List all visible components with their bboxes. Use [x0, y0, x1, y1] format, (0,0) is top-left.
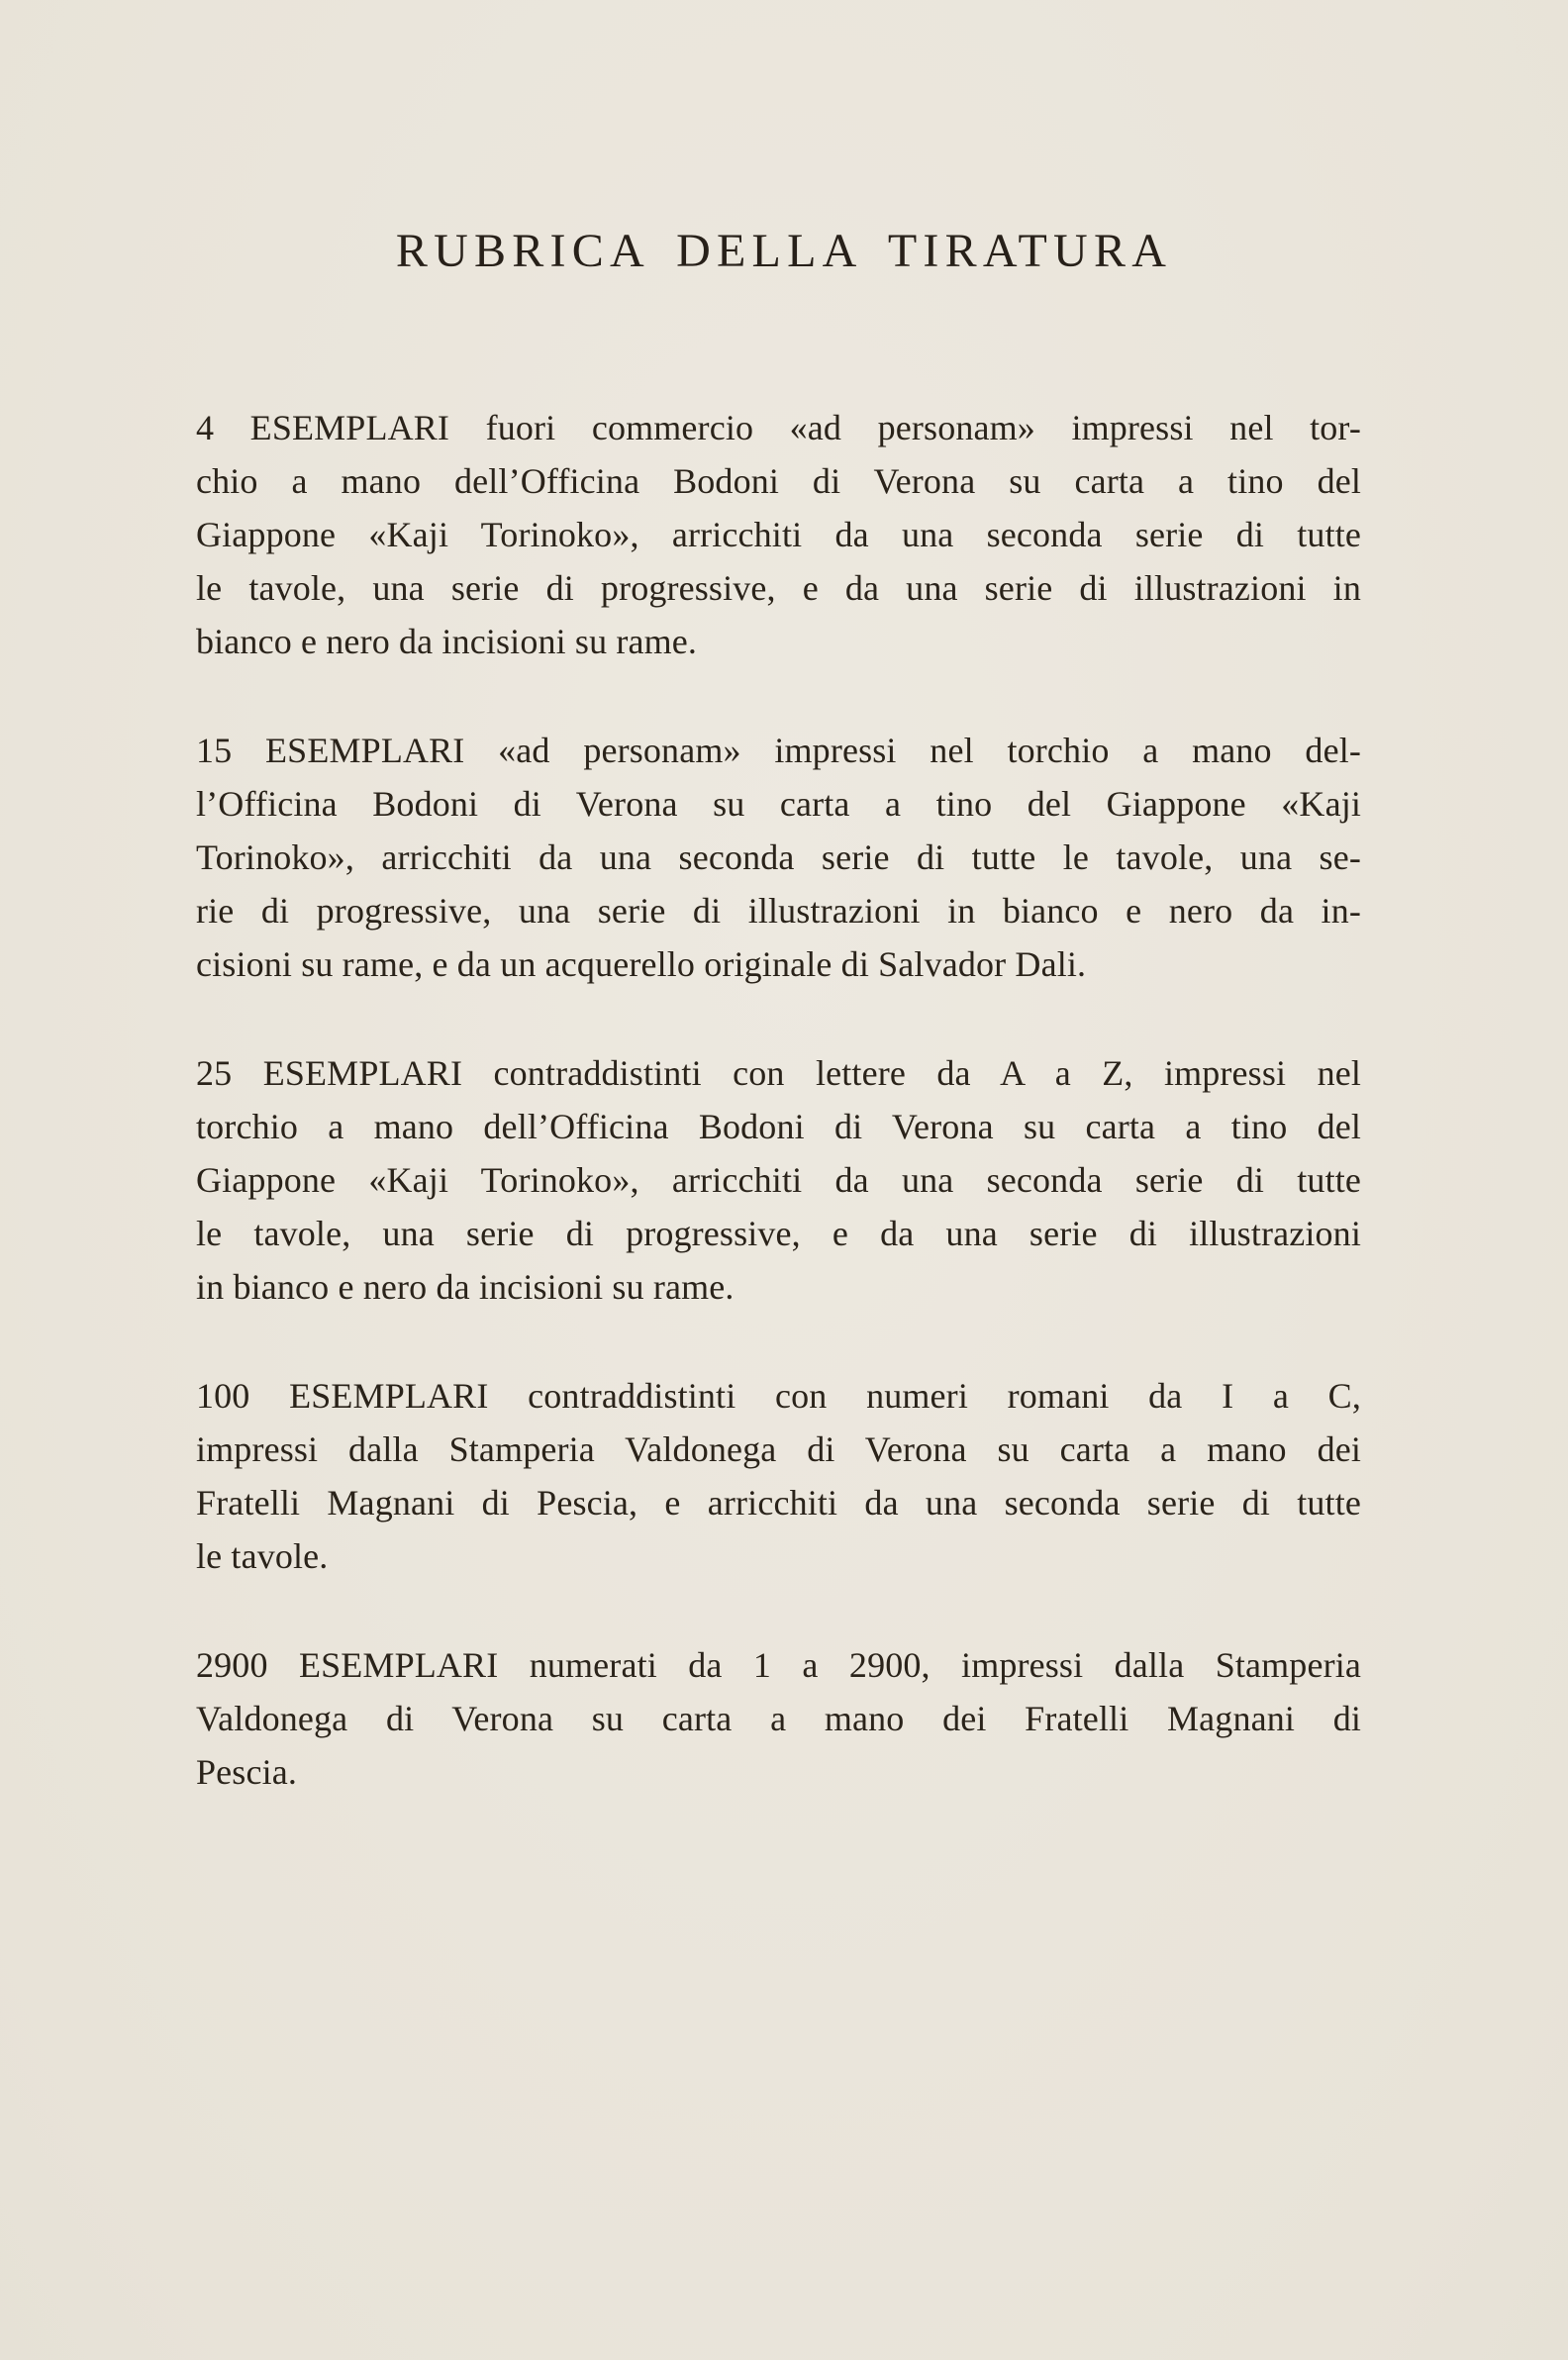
text-line: 2900 ESEMPLARI numerati da 1 a 2900, impressi dalla Stamperia — [196, 1645, 1361, 1685]
edition-paragraph — [196, 1369, 1361, 1583]
text-line: Torinoko», arricchiti da una seconda serie di tutte le tavole, una se- — [196, 837, 1361, 877]
text-line: Valdonega di Verona su carta a mano dei Fratelli Magnani di — [196, 1699, 1361, 1738]
text-line: le tavole, una serie di progressive, e da una serie di illustrazioni in — [196, 568, 1361, 608]
text-line: 4 ESEMPLARI fuori commercio «ad personam» impressi nel tor- — [196, 408, 1361, 447]
text-line: Fratelli Magnani di Pescia, e arricchiti da una seconda serie di tutte — [196, 1483, 1361, 1523]
text-line: 100 ESEMPLARI contraddistinti con numeri romani da I a C, — [196, 1376, 1361, 1416]
text-line: Giappone «Kaji Torinoko», arricchiti da una seconda serie di tutte — [196, 1160, 1361, 1200]
text-line: Pescia. — [196, 1752, 298, 1792]
text-line: 25 ESEMPLARI contraddistinti con lettere da A a Z, impressi nel — [196, 1053, 1361, 1093]
text-line: cisioni su rame, e da un acquerello originale di Salvador Dali. — [196, 944, 1087, 984]
text-line: 15 ESEMPLARI «ad personam» impressi nel torchio a mano del- — [196, 731, 1361, 770]
text-line: impressi dalla Stamperia Valdonega di Verona su carta a mano dei — [196, 1429, 1361, 1469]
page-title: RUBRICA DELLA TIRATURA — [395, 225, 1173, 277]
text-line: le tavole. — [196, 1536, 329, 1576]
edition-paragraph — [196, 1638, 1361, 1799]
text-line: bianco e nero da incisioni su rame. — [196, 622, 698, 661]
text-line: in bianco e nero da incisioni su rame. — [196, 1267, 735, 1307]
edition-paragraph — [196, 1046, 1361, 1314]
text-line: Giappone «Kaji Torinoko», arricchiti da una seconda serie di tutte — [196, 515, 1361, 554]
text-line: torchio a mano dell’Officina Bodoni di Verona su carta a tino del — [196, 1107, 1361, 1146]
text-line: chio a mano dell’Officina Bodoni di Verona su carta a tino del — [196, 461, 1361, 501]
text-line: le tavole, una serie di progressive, e da una serie di illustrazioni — [196, 1214, 1361, 1253]
text-line: l’Officina Bodoni di Verona su carta a tino del Giappone «Kaji — [196, 784, 1361, 824]
edition-paragraph — [196, 401, 1361, 668]
colophon-text-block — [196, 401, 1361, 1854]
edition-paragraph — [196, 724, 1361, 991]
text-line: rie di progressive, una serie di illustrazioni in bianco e nero da in- — [196, 891, 1361, 931]
